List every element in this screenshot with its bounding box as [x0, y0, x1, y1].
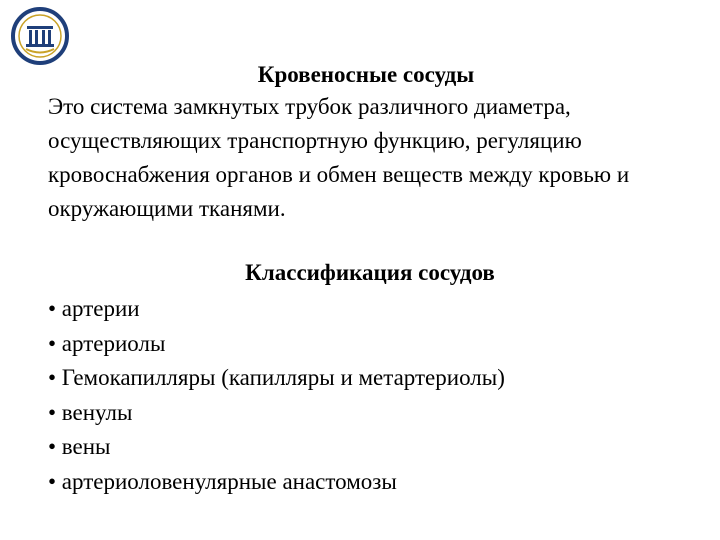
list-item: • Гемокапилляры (капилляры и метартериолы): [48, 365, 505, 390]
list-item: • артериолы: [48, 330, 166, 356]
university-logo: [10, 6, 70, 66]
list-item: • венулы: [48, 399, 133, 425]
vessel-classification-list: [48, 292, 505, 499]
slide-title-text: Кровеносные сосуды: [257, 62, 475, 87]
section-subtitle: [0, 258, 720, 288]
list-item: • вены: [48, 434, 111, 459]
list-item: • артерии: [48, 296, 140, 321]
section-subtitle-text: Классификация сосудов: [245, 260, 495, 285]
list-item: • артериоловенулярные анастомозы: [48, 468, 397, 494]
university-emblem-icon: [10, 6, 70, 66]
definition-paragraph: Это система замкнутых трубок различного диаметра, осуществляющих транспортную функцию, регуляцию кровоснабжения органов и обмен веществ между кровью и окружающими тканями.: [48, 94, 630, 221]
slide-title: [0, 60, 720, 90]
